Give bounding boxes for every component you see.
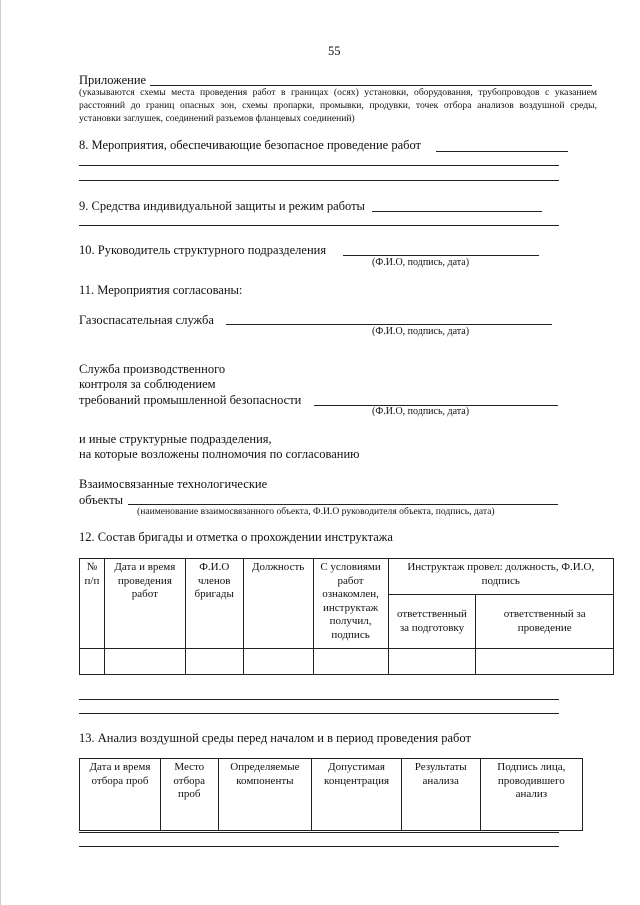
appendix-note: (указываются схемы места проведения работ в границах (осях) установки, оборудования, трубопроводов с указанием расстояний до границ опасных зон, схемы пропарки, промывки, продувки, точек отбора анализов воздушной среды, установки заглушек, соединений разъемов фланцевых соединений) (79, 87, 597, 124)
section13-line-2[interactable] (79, 846, 559, 847)
section8-title: 8. Мероприятия, обеспечивающие безопасное проведение работ (79, 138, 422, 152)
section13-title: 13. Анализ воздушной среды перед началом и в период проведения работ (79, 731, 471, 745)
table-cell[interactable] (313, 649, 388, 675)
section12-line-1[interactable] (79, 699, 559, 700)
gas-service-hint: (Ф.И.О, подпись, дата) (372, 326, 470, 337)
other-units-line2: на которые возложены полномочия по согласованию (79, 447, 360, 461)
header-briefing: Инструктаж провел: должность, Ф.И.О, подпись (388, 559, 614, 595)
header-names: Ф.И.О членов бригады (185, 559, 243, 649)
header-sample-date: Дата и время отбора проб (80, 759, 161, 831)
brigade-table (79, 558, 614, 675)
section12-line-2[interactable] (79, 713, 559, 714)
header-sample-place: Место отбора проб (160, 759, 218, 831)
section8-line-3[interactable] (79, 180, 559, 181)
section13-line-1[interactable] (79, 832, 559, 833)
control-service-line2: контроля за соблюдением (79, 377, 216, 391)
table-cell[interactable] (104, 649, 185, 675)
control-service-hint: (Ф.И.О, подпись, дата) (372, 406, 470, 417)
header-responsible-prep: ответственный за подготовку (388, 595, 476, 649)
header-position: Должность (243, 559, 313, 649)
section10-hint: (Ф.И.О, подпись, дата) (372, 257, 470, 268)
header-num: № п/п (80, 559, 105, 649)
section9-line-2[interactable] (79, 225, 559, 226)
related-objects-line1: Взаимосвязанные технологические (79, 477, 268, 491)
table-cell[interactable] (185, 649, 243, 675)
section9-title: 9. Средства индивидуальной защиты и режим работы (79, 199, 365, 213)
other-units-line1: и иные структурные подразделения, (79, 432, 272, 446)
section12-title: 12. Состав бригады и отметка о прохождении инструктажа (79, 530, 393, 544)
related-objects-line[interactable] (128, 504, 558, 505)
header-results: Результаты анализа (401, 759, 480, 831)
page-number: 55 (328, 44, 341, 58)
table-cell[interactable] (243, 649, 313, 675)
appendix-label: Приложение (79, 73, 147, 87)
control-service-line1: Служба производственного (79, 362, 226, 376)
section8-line-1[interactable] (436, 151, 568, 152)
table-cell[interactable] (476, 649, 614, 675)
section9-line-1[interactable] (372, 211, 542, 212)
section8-line-2[interactable] (79, 165, 559, 166)
header-concentration: Допустимая концентрация (312, 759, 402, 831)
related-objects-hint: (наименование взаимосвязанного объекта, Ф.И.О руководителя объекта, подпись, дата) (137, 506, 495, 517)
header-conditions: С условиями работ ознакомлен, инструктаж получил, подпись (313, 559, 388, 649)
scan-edge (0, 0, 1, 905)
table-row (80, 649, 614, 675)
header-date: Дата и время проведения работ (104, 559, 185, 649)
control-service-line3: требований промышленной безопасности (79, 393, 302, 407)
table-cell[interactable] (80, 649, 105, 675)
gas-service-signature-line[interactable] (226, 324, 552, 325)
header-responsible-exec: ответственный за проведение (476, 595, 614, 649)
section10-title: 10. Руководитель структурного подразделения (79, 243, 327, 257)
header-components: Определяемые компоненты (218, 759, 312, 831)
section10-signature-line[interactable] (343, 255, 539, 256)
related-objects-line2: объекты (79, 493, 124, 507)
section11-title: 11. Мероприятия согласованы: (79, 283, 243, 297)
header-signature: Подпись лица, проводившего анализ (480, 759, 582, 831)
gas-service-label: Газоспасательная служба (79, 313, 214, 327)
air-analysis-table (79, 758, 583, 831)
table-cell[interactable] (388, 649, 476, 675)
